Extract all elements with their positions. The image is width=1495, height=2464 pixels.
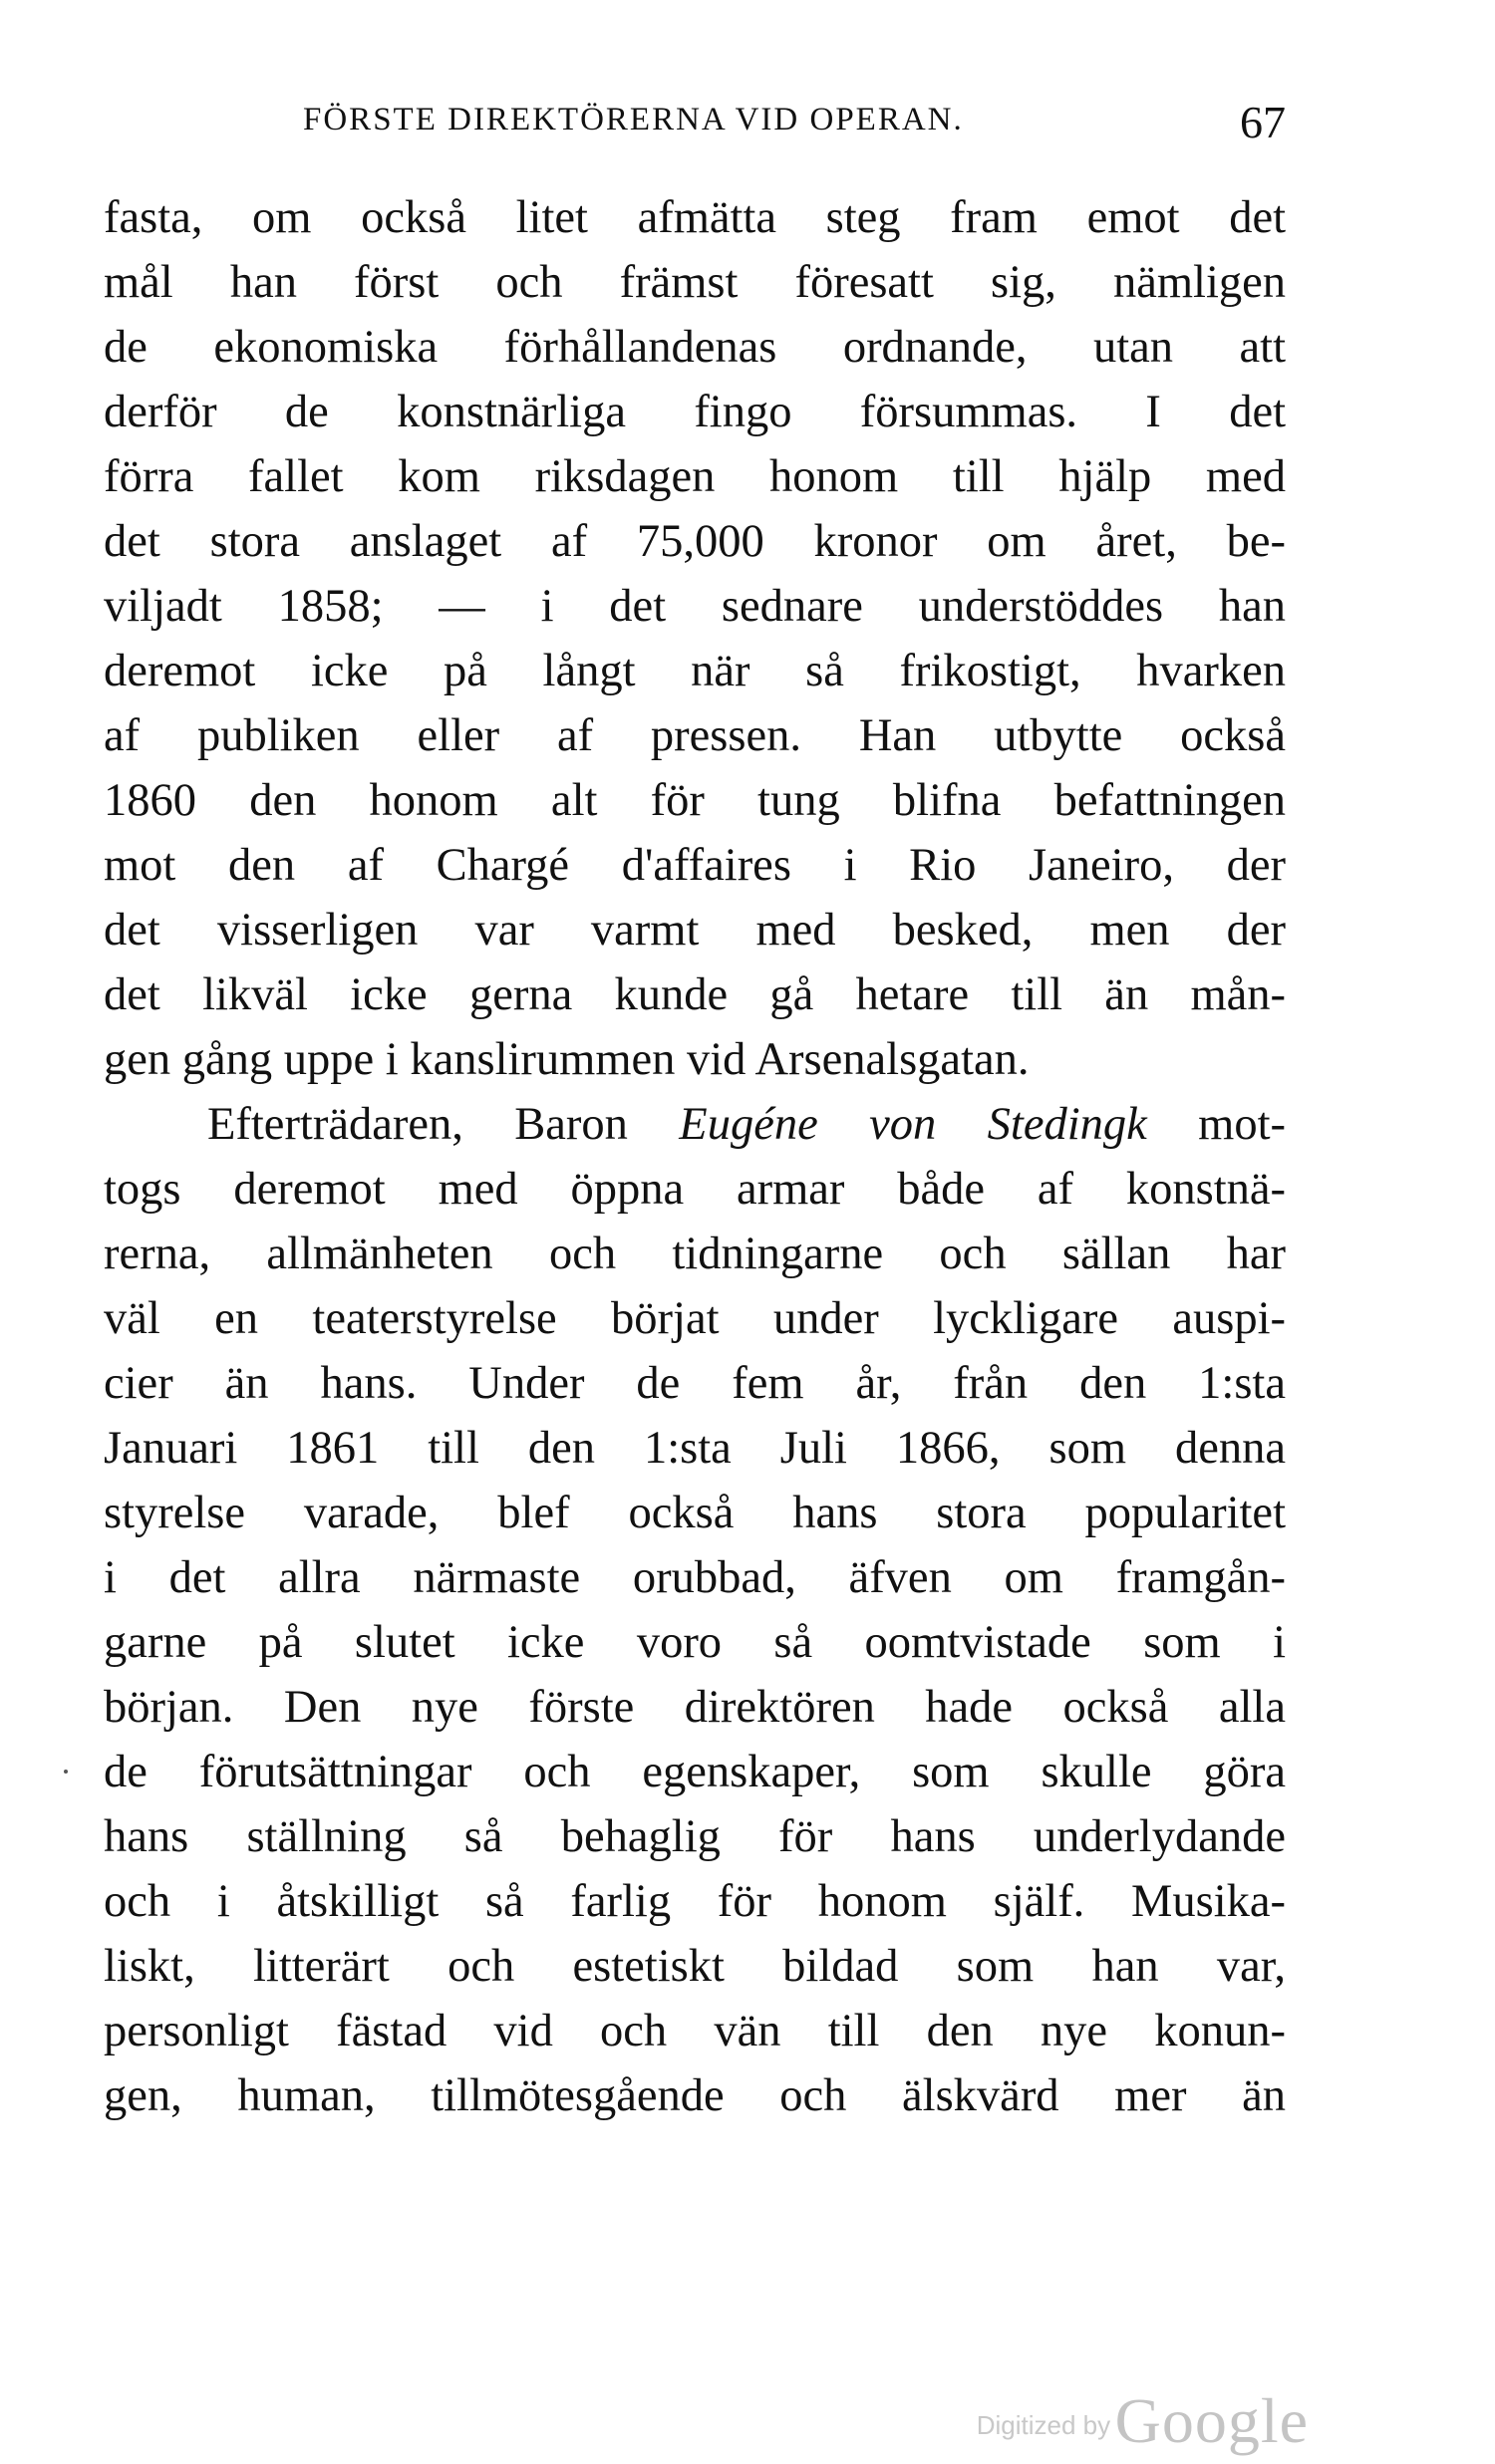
text-line: fasta, om också litet afmätta steg fram emot det — [104, 192, 1286, 243]
text-line: gen gång uppe i kanslirummen vid Arsenalsgatan. — [104, 1034, 1030, 1085]
text-line: rerna, allmänheten och tidningarne och sällan har — [104, 1229, 1286, 1279]
running-head — [104, 96, 1286, 155]
text-line: förra fallet kom riksdagen honom till hjälp med — [104, 451, 1286, 502]
text-line: de ekonomiska förhållandenas ordnande, utan att — [104, 322, 1286, 373]
text-line: de förutsättningar och egenskaper, som skulle göra — [104, 1747, 1286, 1797]
running-title: FÖRSTE DIREKTÖRERNA VID OPERAN. — [303, 102, 964, 137]
digitized-by-watermark — [977, 2384, 1309, 2454]
text-line: i det allra närmaste orubbad, äfven om framgån- — [104, 1552, 1286, 1603]
text-line: det visserligen var varmt med besked, men der — [104, 905, 1286, 956]
text-line: garne på slutet icke voro så oomtvistade som i — [104, 1617, 1286, 1668]
text-line: togs deremot med öppna armar både af konstnä- — [104, 1164, 1286, 1215]
text-line: det likväl icke gerna kunde gå hetare till än mån- — [104, 969, 1286, 1020]
text-line: personligt fästad vid och vän till den nye konun- — [104, 2006, 1286, 2056]
text-line: mot den af Chargé d'affaires i Rio Janeiro, der — [104, 840, 1286, 891]
text-line: deremot icke på långt när så frikostigt, hvarken — [104, 646, 1286, 696]
text-line: cier än hans. Under de fem år, från den 1:sta — [104, 1358, 1286, 1409]
text-line: af publiken eller af pressen. Han utbytte också — [104, 710, 1286, 761]
text-line: början. Den nye förste direktören hade också alla — [104, 1682, 1286, 1733]
margin-speck — [64, 1770, 68, 1774]
text-line: hans ställning så behaglig för hans underlydande — [104, 1811, 1286, 1862]
text-line: liskt, litterärt och estetiskt bildad som han var, — [104, 1941, 1286, 1992]
text-line: och i åtskilligt så farlig för honom själf. Musika- — [104, 1876, 1286, 1927]
text-line: gen, human, tillmötesgående och älskvärd mer än — [104, 2070, 1286, 2121]
text-line: derför de konstnärliga fingo försummas. I det — [104, 387, 1286, 437]
paragraph-first-line — [104, 1092, 1286, 1157]
text-line: viljadt 1858; — i det sednare understöddes han — [104, 581, 1286, 632]
person-name: Eugéne von Stedingk — [679, 1099, 1147, 1150]
watermark-prefix: Digitized by — [976, 2410, 1111, 2440]
text-line: mål han först och främst föresatt sig, nämligen — [104, 257, 1286, 308]
text-line: Januari 1861 till den 1:sta Juli 1866, som denna — [104, 1423, 1286, 1474]
text-segment: mot- — [1146, 1099, 1286, 1150]
text-line: väl en teaterstyrelse börjat under lyckligare auspi- — [104, 1293, 1286, 1344]
text-line: det stora anslaget af 75,000 kronor om året, be- — [104, 516, 1286, 567]
text-line: 1860 den honom alt för tung blifna befattningen — [104, 775, 1286, 826]
text-line: styrelse varade, blef också hans stora popularitet — [104, 1488, 1286, 1538]
google-logo: Google — [1114, 2385, 1309, 2456]
body-text — [104, 185, 1286, 2128]
text-segment: Efterträdaren, Baron — [207, 1099, 680, 1150]
page-number: 67 — [1240, 97, 1286, 147]
